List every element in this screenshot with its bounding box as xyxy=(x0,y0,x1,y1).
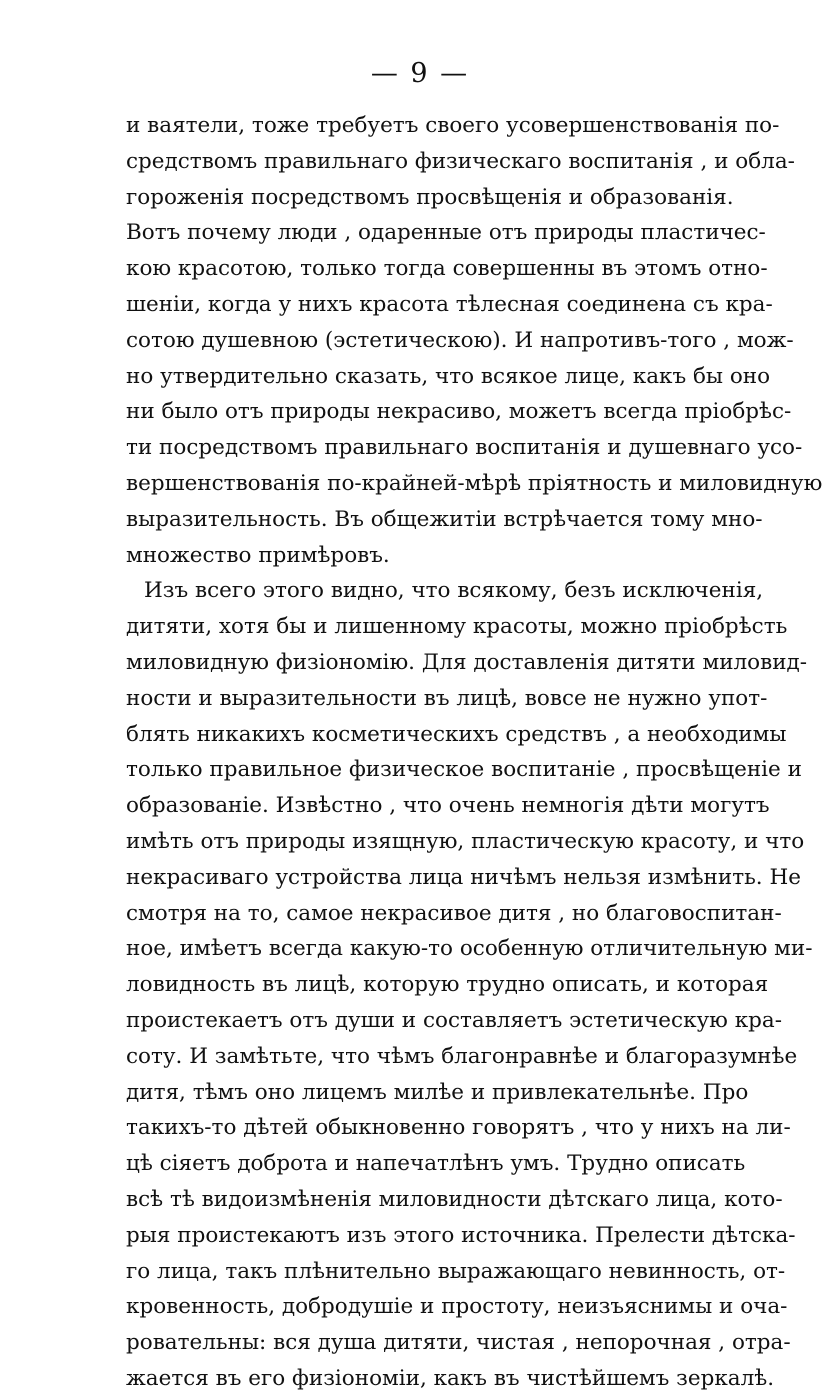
text-line: ное, имѣетъ всегда какую-то особенную отличительную ми- xyxy=(126,936,813,962)
body-text xyxy=(126,108,823,1397)
text-line: жается въ его физіономіи, какъ въ чистѣйшемъ зеркалѣ. xyxy=(126,1365,775,1391)
text-line: Изъ всего этого видно, что всякому, безъ исключенія, xyxy=(144,578,764,604)
text-line: вершенствованія по-крайней-мѣрѣ пріятность и миловидную xyxy=(126,470,823,496)
text-line: некрасиваго устройства лица ничѣмъ нельзя измѣнить. Не xyxy=(126,864,801,890)
text-line: ровательны: вся душа дитяти, чистая , непорочная , отра- xyxy=(126,1330,791,1356)
text-line: блять никакихъ косметическихъ средствъ , а необходимы xyxy=(126,721,787,747)
text-line: цѣ сіяетъ доброта и напечатлѣнъ умъ. Трудно описать xyxy=(126,1151,746,1177)
text-line: миловидную физіономію. Для доставленія дитяти миловид- xyxy=(126,649,808,675)
text-line: кровенность, добродушіе и простоту, неизъяснимы и оча- xyxy=(126,1294,788,1320)
text-line: го лица, такъ плѣнительно выражающаго невинность, от- xyxy=(126,1258,786,1284)
text-line: множество примѣровъ. xyxy=(126,542,390,568)
text-line: выразительность. Въ общежитіи встрѣчается тому мно- xyxy=(126,506,763,532)
text-line: всѣ тѣ видоизмѣненія миловидности дѣтскаго лица, кото- xyxy=(126,1186,783,1212)
text-line: рыя проистекаютъ изъ этого источника. Прелести дѣтска- xyxy=(126,1222,796,1248)
text-line: ни было отъ природы некрасиво, можетъ всегда пріобрѣс- xyxy=(126,399,792,425)
text-line: шеніи, когда у нихъ красота тѣлесная соединена съ кра- xyxy=(126,291,773,317)
text-line: смотря на то, самое некрасивое дитя , но благовоспитан- xyxy=(126,900,782,926)
text-line: ти посредствомъ правильнаго воспитанія и душевнаго усо- xyxy=(126,435,803,461)
text-line: и ваятели, тоже требуетъ своего усовершенствованія по- xyxy=(126,113,780,138)
paragraph-2 xyxy=(126,573,813,1396)
text-line: Вотъ почему люди , одаренные отъ природы пластичес- xyxy=(126,220,766,246)
text-line: кою красотою, только тогда совершенны въ этомъ отно- xyxy=(126,256,768,282)
text-line: образованіе. Извѣстно , что очень немногія дѣти могутъ xyxy=(126,793,770,819)
text-line: средствомъ правильнаго физическаго воспитанія , и обла- xyxy=(126,148,795,174)
text-line: дитя, тѣмъ оно лицемъ милѣе и привлекательнѣе. Про xyxy=(126,1079,749,1105)
text-line: имѣть отъ природы изящную, пластическую красоту, и что xyxy=(126,828,805,854)
text-line: проистекаетъ отъ души и составляетъ эстетическую кра- xyxy=(126,1007,782,1033)
text-line: только правильное физическое воспитаніе , просвѣщеніе и xyxy=(126,757,802,783)
text-line: ности и выразительности въ лицѣ, вовсе не нужно упот- xyxy=(126,685,768,711)
text-line: сотою душевною (эстетическою). И напротивъ-того , мож- xyxy=(126,327,794,353)
text-line: но утвердительно сказать, что всякое лице, какъ бы оно xyxy=(126,363,771,389)
text-line: горожeнія посредствомъ просвѣщенія и образованія. xyxy=(126,184,734,210)
page-number: — 9 — xyxy=(370,58,470,89)
text-line: такихъ-то дѣтей обыкновенно говорятъ , что у нихъ на ли- xyxy=(126,1115,791,1141)
text-line: соту. И замѣтьте, что чѣмъ благонравнѣе и благоразумнѣе xyxy=(126,1043,798,1069)
text-line: ловидность въ лицѣ, которую трудно описать, и которая xyxy=(126,972,769,998)
text-line: дитяти, хотя бы и лишенному красоты, можно пріобрѣсть xyxy=(126,614,788,640)
paragraph-1 xyxy=(126,108,823,573)
